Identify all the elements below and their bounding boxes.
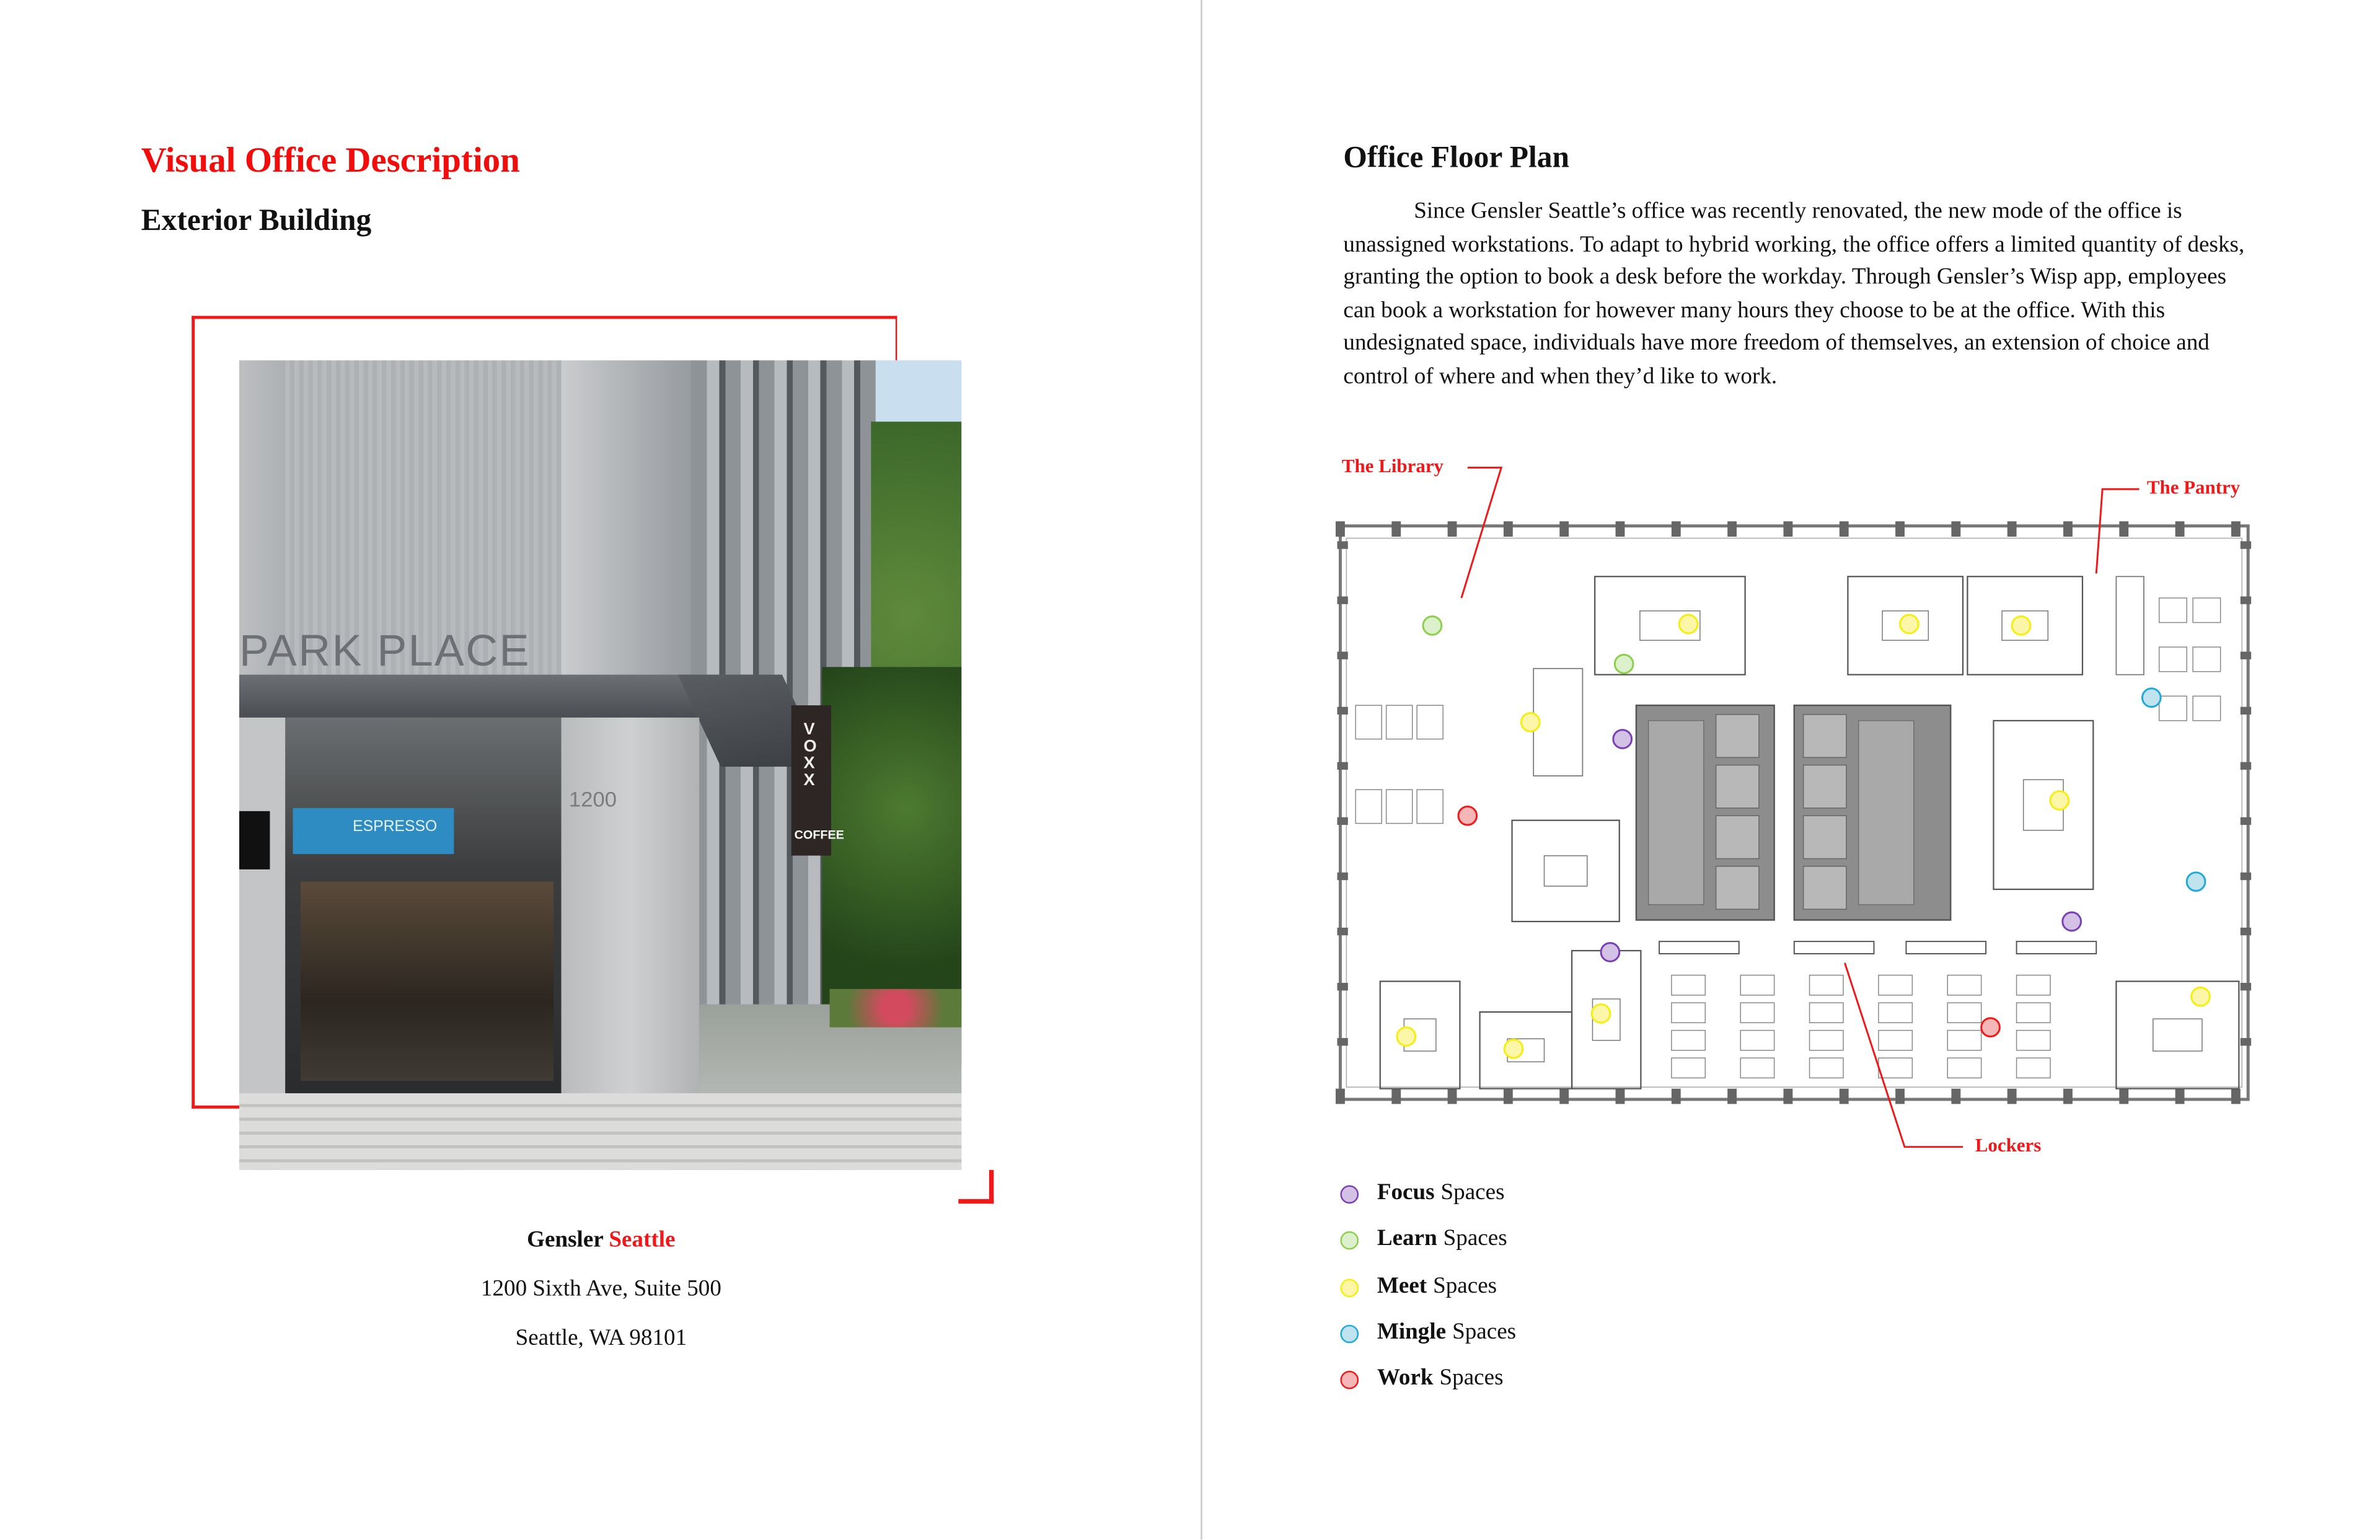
meet-dot-icon	[1340, 1278, 1359, 1296]
legend-label: Spaces	[1440, 1181, 1505, 1205]
column	[1727, 521, 1737, 537]
address-street: 1200 Sixth Ave, Suite 500	[480, 1277, 721, 1302]
column	[1951, 1089, 1960, 1104]
section-heading-exterior: Exterior Building	[141, 204, 372, 238]
column	[1504, 521, 1513, 537]
stair	[1649, 721, 1704, 905]
column	[2241, 873, 2251, 880]
column	[1338, 652, 1348, 659]
column	[2241, 541, 2251, 548]
focus-space-marker	[2063, 912, 2081, 931]
legend-label-bold: Learn	[1377, 1226, 1437, 1251]
meet-space-marker	[2012, 617, 2030, 635]
building-number-sign: 1200	[568, 786, 617, 811]
column	[2241, 762, 2251, 770]
locker-bank	[1659, 941, 1739, 954]
legend-item-focus	[1340, 1181, 1504, 1207]
column	[2241, 817, 2251, 825]
legend-label-bold: Focus	[1377, 1181, 1435, 1205]
column	[1504, 1089, 1513, 1104]
column	[1559, 521, 1569, 537]
coffee-sign: COFFEE	[794, 828, 844, 842]
elevator	[1716, 866, 1759, 909]
column	[1448, 521, 1457, 537]
meet-space-marker	[1679, 615, 1698, 633]
column	[1616, 1089, 1625, 1104]
column	[2241, 983, 2251, 990]
elevator	[1804, 866, 1846, 909]
focus-space-marker	[1601, 943, 1620, 962]
learn-dot-icon	[1340, 1231, 1359, 1249]
elevator	[1804, 816, 1846, 858]
column	[1840, 521, 1849, 537]
column	[2008, 1089, 2017, 1104]
learn-space-marker	[1423, 617, 1442, 635]
locker-bank	[2017, 941, 2097, 954]
espresso-sign: ESPRESSO	[353, 819, 438, 836]
legend-label-bold: Work	[1377, 1366, 1434, 1391]
column	[2008, 521, 2017, 537]
column	[1895, 1089, 1905, 1104]
column	[2241, 596, 2251, 604]
column	[2119, 521, 2128, 537]
column	[2241, 1038, 2251, 1045]
company-name: Gensler	[527, 1228, 604, 1253]
column	[2231, 521, 2241, 537]
legend-label-bold: Mingle	[1377, 1320, 1447, 1345]
legend-label: Spaces	[1443, 1226, 1507, 1251]
mingle-space-marker	[2142, 689, 2161, 707]
column	[1616, 521, 1625, 537]
meet-space-marker	[2050, 791, 2069, 810]
column	[1338, 707, 1348, 715]
column	[2063, 521, 2073, 537]
column	[1895, 521, 1905, 537]
elevator	[1804, 715, 1846, 757]
meet-space-marker	[1900, 615, 1919, 633]
meet-space-marker	[2192, 987, 2210, 1006]
column	[2175, 1089, 2185, 1104]
work-dot-icon	[1340, 1370, 1359, 1389]
floor-plan-description: Since Gensler Seattle’s office was recently renovated, the new mode of the office is unassigned workstations. To adapt to hybrid working, the office offers a limited quantity of desks, granting the option to book a desk before the workday. Through Gensler’s Wisp app, employees can book a workstation for however many hours they choose to be at the office. With this undesignated space, individuals have more freedom of themselves, an extension of choice and control of where and when they’d like to work.	[1343, 199, 2245, 389]
meet-space-marker	[1397, 1027, 1416, 1046]
column	[1338, 762, 1348, 770]
stair	[1859, 721, 1914, 905]
mingle-space-marker	[2187, 873, 2205, 891]
voxx-sign: VOXX	[803, 720, 817, 790]
callout-library: The Library	[1341, 455, 1444, 477]
legend-label: Spaces	[1439, 1366, 1504, 1391]
column	[1338, 817, 1348, 825]
mingle-dot-icon	[1340, 1324, 1359, 1342]
legend-item-work	[1340, 1366, 1503, 1393]
elevator	[1716, 715, 1759, 757]
table	[2153, 1019, 2202, 1051]
legend-item-mingle	[1340, 1320, 1516, 1346]
table	[1545, 856, 1587, 886]
legend-label-bold: Meet	[1377, 1274, 1427, 1299]
work-space-marker	[1981, 1018, 2000, 1037]
legend-label: Spaces	[1452, 1320, 1517, 1345]
column	[1783, 521, 1792, 537]
meet-space-marker	[1504, 1040, 1523, 1058]
section-heading-floor-plan: Office Floor Plan	[1343, 141, 1570, 175]
column	[2231, 1089, 2241, 1104]
column	[1840, 1089, 1849, 1104]
locker-bank	[1794, 941, 1874, 954]
column	[1448, 1089, 1457, 1104]
elevator	[1804, 765, 1846, 808]
column	[1338, 928, 1348, 935]
column	[1672, 1089, 1681, 1104]
address-city: Seattle, WA 98101	[515, 1326, 687, 1351]
legend-label: Spaces	[1433, 1274, 1497, 1299]
column	[2119, 1089, 2128, 1104]
column	[1338, 873, 1348, 880]
column	[1336, 1089, 1345, 1104]
column	[1559, 1089, 1569, 1104]
column	[1336, 521, 1345, 537]
column	[1672, 521, 1681, 537]
work-space-marker	[1458, 806, 1477, 825]
column	[1951, 521, 1960, 537]
column	[1727, 1089, 1737, 1104]
column	[1338, 983, 1348, 990]
legend-item-learn	[1340, 1226, 1507, 1252]
meet-space-marker	[1521, 713, 1540, 732]
locker-bank	[1906, 941, 1986, 954]
column	[2175, 521, 2185, 537]
meet-space-marker	[1592, 1005, 1610, 1023]
elevator	[1716, 765, 1759, 808]
learn-space-marker	[1615, 654, 1633, 673]
focus-dot-icon	[1340, 1184, 1359, 1203]
column	[1391, 521, 1401, 537]
elevator	[1716, 816, 1759, 858]
column	[1338, 1038, 1348, 1045]
column	[1338, 596, 1348, 604]
column	[2241, 652, 2251, 659]
column	[1391, 1089, 1401, 1104]
column	[2063, 1089, 2073, 1104]
column	[2241, 707, 2251, 715]
column	[2241, 928, 2251, 935]
callout-pantry: The Pantry	[2146, 477, 2241, 499]
column	[1338, 541, 1348, 548]
column	[1783, 1089, 1792, 1104]
callout-lockers: Lockers	[1975, 1134, 2042, 1156]
office-city: Seattle	[609, 1228, 676, 1253]
focus-space-marker	[1613, 730, 1632, 749]
page-title: Visual Office Description	[141, 141, 520, 180]
legend-item-meet	[1340, 1274, 1497, 1300]
building-sign: PARK PLACE	[239, 627, 531, 677]
